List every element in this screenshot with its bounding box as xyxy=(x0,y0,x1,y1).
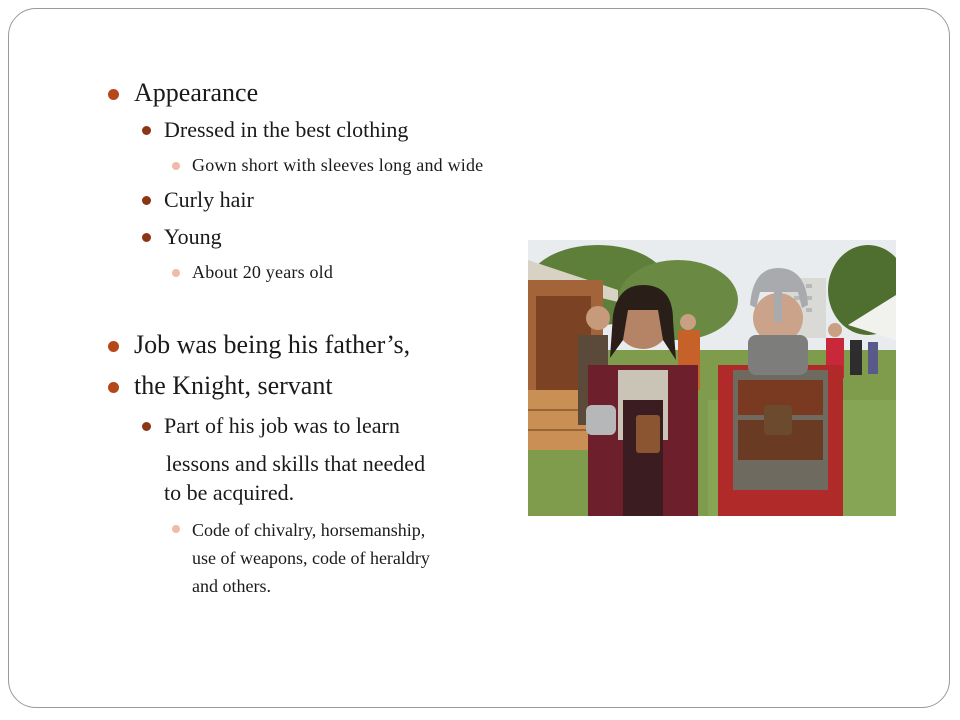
bullet-text: the Knight, servant xyxy=(134,371,333,400)
bullet-text: Gown short with sleeves long and wide xyxy=(192,155,484,175)
bullet-text: Appearance xyxy=(134,78,259,107)
bullet-text: Young xyxy=(164,224,222,249)
bullet-code-of-chivalry xyxy=(192,516,430,600)
bullet-dot-icon xyxy=(108,382,119,393)
bullet-dot-icon xyxy=(172,525,180,533)
bullet-job-line1 xyxy=(134,330,410,360)
bullet-text-line2: use of weapons, code of heraldry xyxy=(192,548,430,568)
bullet-text: Dressed in the best clothing xyxy=(164,117,409,142)
bullet-text: Part of his job was to learn xyxy=(164,413,400,438)
bullet-dot-icon xyxy=(142,126,151,135)
bullet-part-of-job xyxy=(164,413,400,439)
bullet-text-line1: Code of chivalry, horsemanship, xyxy=(192,520,426,540)
bullet-text: About 20 years old xyxy=(192,262,334,282)
bullet-dot-icon xyxy=(142,422,151,431)
bullet-part-continuation-1: lessons and skills that needed xyxy=(166,451,426,476)
bullet-dot-icon xyxy=(142,233,151,242)
bullet-dot-icon xyxy=(172,269,180,277)
bullet-dressed xyxy=(164,117,408,143)
bullet-curly-hair xyxy=(164,187,254,213)
bullet-job-line2 xyxy=(134,371,333,401)
bullet-text-line3: and others. xyxy=(192,576,271,596)
bullet-dot-icon xyxy=(108,89,119,100)
bullet-gown xyxy=(192,155,483,176)
bullet-dot-icon xyxy=(172,162,180,170)
bullet-age xyxy=(192,262,333,283)
bullet-young xyxy=(164,224,222,250)
bullet-appearance xyxy=(134,78,258,108)
bullet-text: Job was being his father’s, xyxy=(134,330,411,359)
knights-photo-illustration xyxy=(528,240,896,516)
bullet-text: Curly hair xyxy=(164,187,254,212)
bullet-part-continuation-2: to be acquired. xyxy=(164,480,295,505)
knights-photo xyxy=(528,240,896,516)
bullet-dot-icon xyxy=(108,341,119,352)
bullet-dot-icon xyxy=(142,196,151,205)
